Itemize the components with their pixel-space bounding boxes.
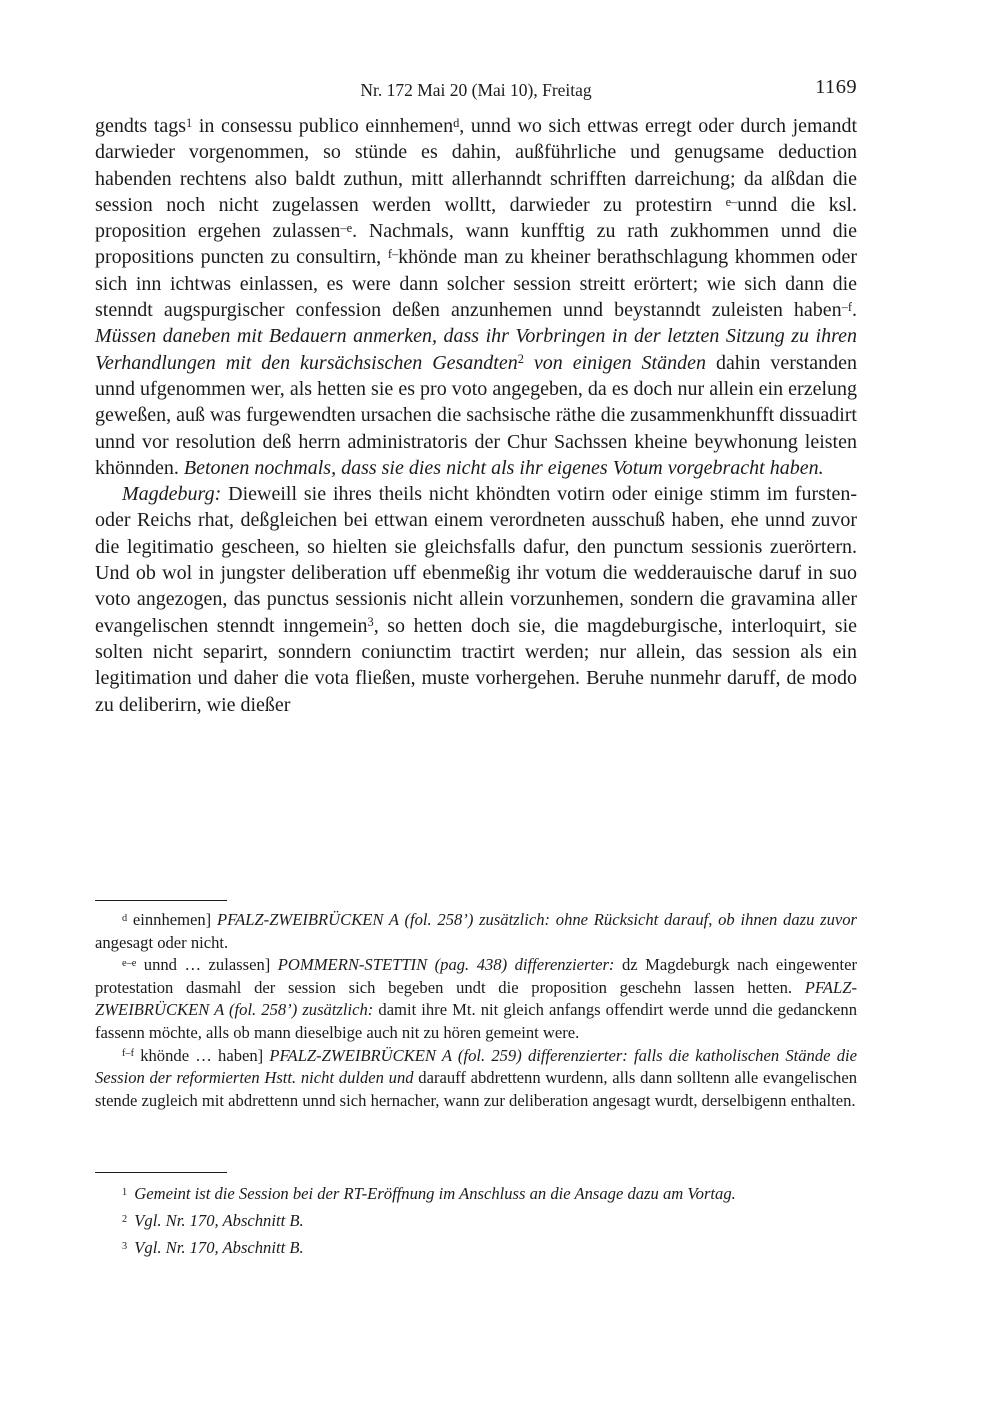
footnote-separator-rule [95,1172,227,1173]
footnote: $^1$ Gemeint ist die Session bei der RT-Eröffnung im Anschluss an die Ansage dazu am Vortag. [122,1184,736,1203]
apparatus-note: $^{f-f}$ khönde … haben] PFALZ-ZWEIBRÜCKEN A (fol. 259) differenzierter: falls die katholischen Stände die Session der reformierten Hstt. nicht dulden und darauff abdrettenn wurdenn, alls dann solltenn alle evangelischen stende zugleich mit abdrettenn unnd sich hernacher, wann zur deliberation angesagt wurdt, derselbigenn enthalten. [95,1045,857,1110]
footnote: $^3$ Vgl. Nr. 170, Abschnitt B. [122,1238,304,1257]
apparatus-note: $^d$ einnhemen] PFALZ-ZWEIBRÜCKEN A (fol. 258’) zusätzlich: ohne Rücksicht darauf, ob ihnen dazu zuvor angesagt oder nicht. [95,910,858,952]
main-text [95,113,857,718]
critical-apparatus [95,900,857,1112]
footnotes [95,1172,857,1259]
footnote-separator-rule [95,900,227,901]
paragraph: gendts tags$^1$ in consessu publico einnhemen$^d$, unnd wo sich ettwas erregt oder durch jemandt darwieder vorgenommen, so stünde es dahin, außführliche und genugsame deduction habenden rechtens also baldt zuthun, mitt allerhanndt schrifften darreichung; da alßdan die session noch nicht zugelassen werden wolltt, darwieder zu protestirn $^{e-}$unnd die ksl. proposition ergehen zulassen$^{-e}$. Nachmals, wann kunfftig zu rath zukhommen unnd die propositions puncten zu consultirn, $^{f-}$khönde man zu kheiner berathschlagung khommen oder sich inn ichtwas einlassen, es were dann solcher session streitt erörtert; wie sich dann die stenndt augspurgischer confession deßen anzunhemen unnd beystanndt zuleisten haben$^{-f}$. Müssen daneben mit Bedauern anmerken, dass ihr Vorbringen in der letzten Sitzung zu ihren Verhandlungen mit den kursächsischen Gesandten$^2$ von einigen Ständen dahin verstanden unnd ufgenommen wer, als hetten sie es pro voto angegeben, da es doch nur allein ein erzelung geweßen, auß was furgewendten ursachen die sachsische räthe die zusammenkhunfft dissuadirt unnd vor resolution deß herrn administratoris der Chur Sachssen kheine beywhonung leisten khönnden. Betonen nochmals, dass sie dies nicht als ihr eigenes Votum vorgebracht haben. [95,115,858,479]
page-number: 1169 [815,76,857,98]
text-block [95,0,857,1418]
running-header-title: Nr. 172 Mai 20 (Mai 10), Freitag [360,80,592,100]
footnote: $^2$ Vgl. Nr. 170, Abschnitt B. [122,1211,304,1230]
running-header [95,76,857,101]
paragraph: Magdeburg: Dieweill sie ihres theils nicht khöndten votirn oder einige stimm im fursten- oder Reichs rhat, deßgleichen bei ettwan einem verordneten ausschuß haben, ehe unnd zuvor die legitimatio gescheen, so hielten sie gleichsfalls dafur, den punctum sessionis zuerörtern. Und ob wol in jungster deliberation uff ebenmeßig ihr votum die wedderauische daruf in suo voto angezogen, das punctus sessionis nicht allein vorzunhemen, sondern die gravamina aller evangelischen stenndt inngemein$^3$, so hetten doch sie, die magdeburgische, interloquirt, sie solten nicht separirt, sonndern coniunctim tractirt werden; nur allein, das session als ein legitimation und daher die vota fließen, muste vorhergehen. Beruhe nunmehr daruff, de modo zu deliberirn, wie dießer [95,483,857,716]
apparatus-note: $^{e-e}$ unnd … zulassen] POMMERN-STETTIN (pag. 438) differenzierter: dz Magdeburgk nach eingewenter protestation dasmahl der session sich begeben undt die proposition geschehn lassen hetten. PFALZ-ZWEIBRÜCKEN A (fol. 258’) zusätzlich: damit ihre Mt. nit gleich anfangs offendirt werde unnd die gedanckenn fassenn möchte, alls ob mann dieselbige auch nit zu hören gemeint were. [95,955,857,1042]
